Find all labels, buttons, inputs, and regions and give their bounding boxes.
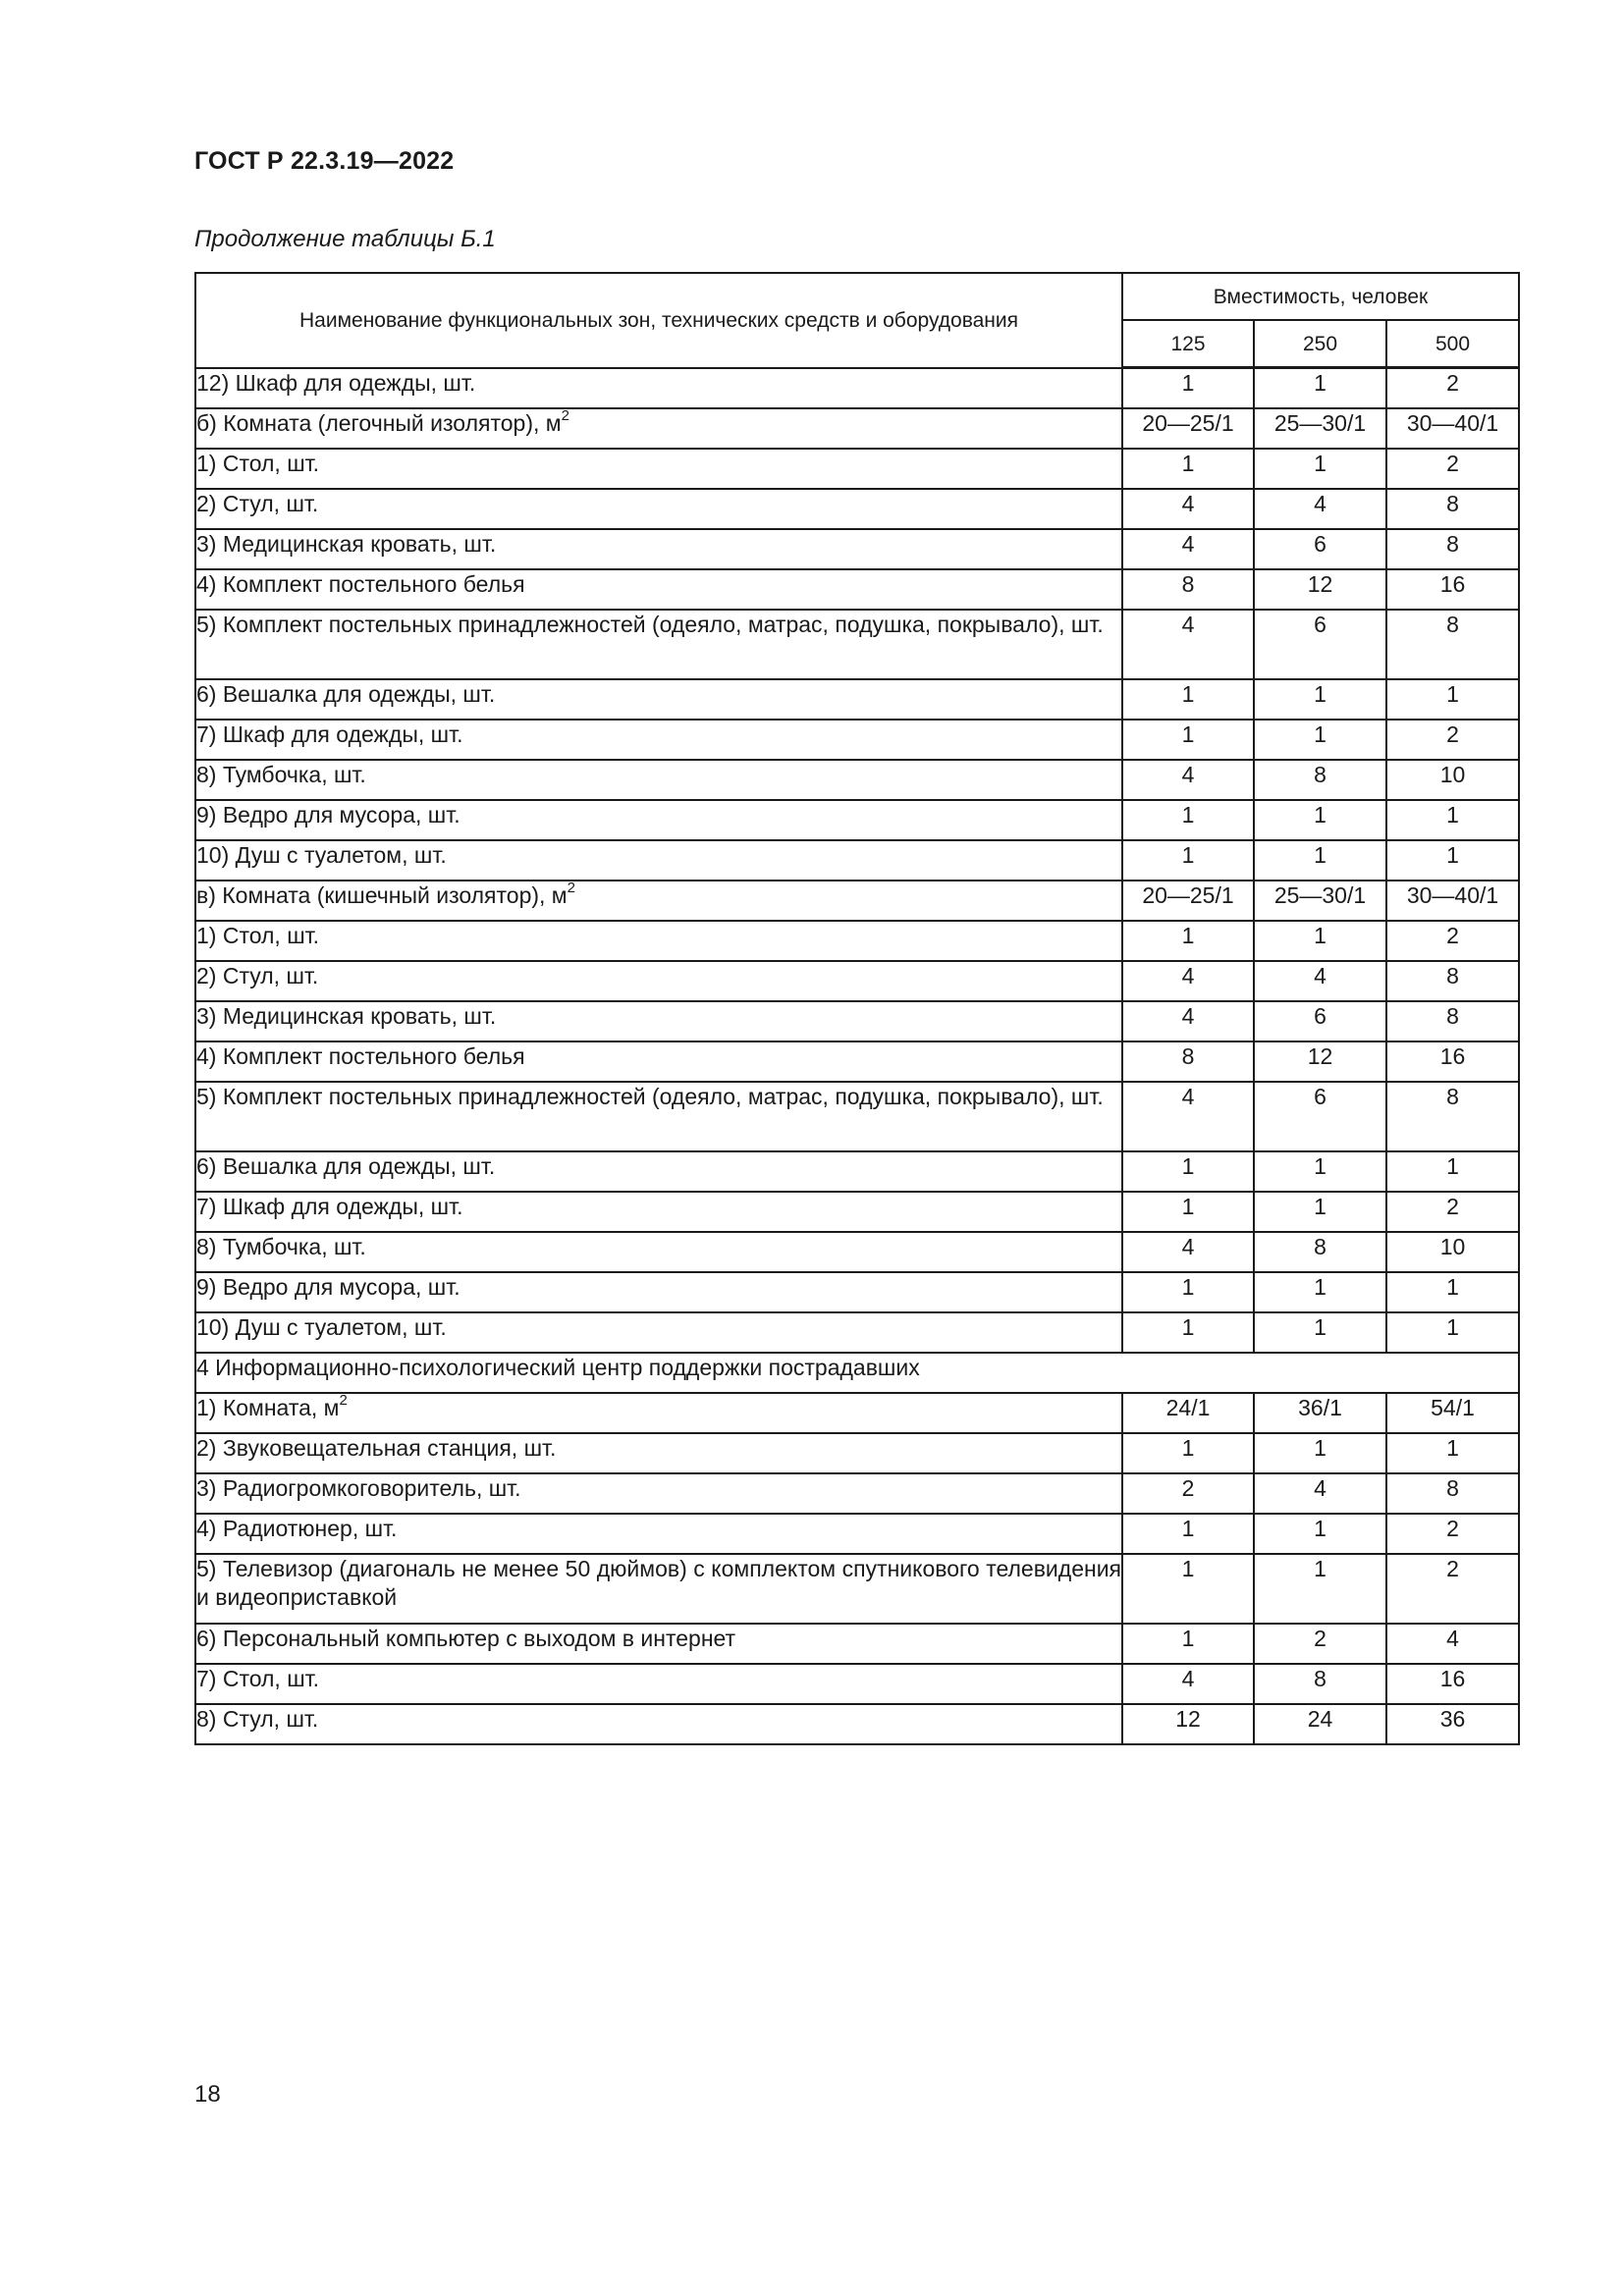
value-125: 1 [1122,840,1254,881]
value-125: 1 [1122,368,1254,409]
item-name-cell [195,1664,1122,1704]
item-name-cell [195,1151,1122,1192]
table-row [195,408,1519,449]
item-name-cell [195,489,1122,529]
item-name-cell [195,1624,1122,1664]
item-name: 8) Тумбочка, шт. [196,762,366,787]
item-name: 1) Стол, шт. [196,923,320,948]
value-125: 1 [1122,1514,1254,1554]
value-125: 1 [1122,1624,1254,1664]
value-500: 2 [1386,1554,1519,1624]
item-name-cell [195,1312,1122,1353]
item-name: 7) Шкаф для одежды, шт. [196,1194,463,1219]
value-125: 1 [1122,1272,1254,1312]
value-250: 25—30/1 [1254,408,1386,449]
table-row [195,1704,1519,1744]
item-name: 2) Стул, шт. [196,491,319,516]
value-500: 30—40/1 [1386,408,1519,449]
value-125: 12 [1122,1704,1254,1744]
value-125: 1 [1122,1151,1254,1192]
item-name-cell [195,569,1122,610]
value-250: 6 [1254,1001,1386,1041]
capacity-125-header: 125 [1122,320,1254,368]
table-row [195,1393,1519,1433]
item-name-cell [195,1554,1122,1624]
value-500: 8 [1386,961,1519,1001]
value-250: 2 [1254,1624,1386,1664]
value-250: 1 [1254,720,1386,760]
table-row [195,1041,1519,1082]
item-name: 5) Комплект постельных принадлежностей (одеяло, матрас, подушка, покрывало), шт. [196,1084,1104,1109]
item-name-cell [195,760,1122,800]
value-125: 1 [1122,720,1254,760]
item-name-cell [195,1232,1122,1272]
value-250: 1 [1254,1192,1386,1232]
value-250: 8 [1254,1664,1386,1704]
item-name: 1) Комната, м [196,1395,340,1420]
value-500: 8 [1386,1082,1519,1151]
page-number: 18 [194,2081,221,2108]
item-name-cell [195,840,1122,881]
item-name: 4) Комплект постельного белья [196,571,525,597]
table-row [195,1151,1519,1192]
value-500: 2 [1386,1514,1519,1554]
value-500: 2 [1386,368,1519,409]
value-125: 1 [1122,800,1254,840]
table-row [195,800,1519,840]
value-250: 1 [1254,1514,1386,1554]
table-row [195,610,1519,679]
value-250: 12 [1254,569,1386,610]
item-name: в) Комната (кишечный изолятор), м [196,882,568,908]
value-125: 2 [1122,1473,1254,1514]
item-name: 3) Медицинская кровать, шт. [196,531,497,557]
item-name-cell [195,529,1122,569]
value-500: 36 [1386,1704,1519,1744]
table-row [195,1192,1519,1232]
item-name-cell [195,1272,1122,1312]
item-name: 10) Душ с туалетом, шт. [196,1314,447,1340]
item-name-cell [195,1192,1122,1232]
item-name-cell [195,720,1122,760]
value-500: 8 [1386,529,1519,569]
table-row [195,921,1519,961]
table-row [195,529,1519,569]
value-500: 10 [1386,1232,1519,1272]
item-name: 9) Ведро для мусора, шт. [196,1274,460,1300]
value-500: 1 [1386,1312,1519,1353]
value-250: 1 [1254,449,1386,489]
item-name-cell [195,1433,1122,1473]
value-500: 8 [1386,1473,1519,1514]
value-125: 4 [1122,529,1254,569]
section-title: 4 Информационно-психологический центр поддержки пострадавших [195,1353,1519,1393]
value-250: 1 [1254,840,1386,881]
item-name: 4) Комплект постельного белья [196,1043,525,1069]
item-name: 12) Шкаф для одежды, шт. [196,369,476,396]
value-125: 8 [1122,1041,1254,1082]
value-250: 1 [1254,1151,1386,1192]
value-250: 1 [1254,679,1386,720]
value-500: 8 [1386,489,1519,529]
item-name-cell [195,449,1122,489]
item-name: 3) Медицинская кровать, шт. [196,1003,497,1029]
value-250: 1 [1254,1272,1386,1312]
value-250: 6 [1254,610,1386,679]
item-name: 6) Персональный компьютер с выходом в интернет [196,1626,736,1651]
value-500: 30—40/1 [1386,881,1519,921]
equipment-table [194,272,1520,1745]
table-row [195,489,1519,529]
table-row [195,679,1519,720]
document-code: ГОСТ Р 22.3.19—2022 [194,147,455,175]
item-name: 2) Стул, шт. [196,963,319,988]
value-500: 10 [1386,760,1519,800]
value-500: 8 [1386,610,1519,679]
item-name-cell [195,610,1122,679]
item-name: 6) Вешалка для одежды, шт. [196,681,496,707]
value-125: 8 [1122,569,1254,610]
item-name: 8) Стул, шт. [196,1706,319,1732]
unit-superscript: 2 [567,880,575,897]
value-500: 1 [1386,1151,1519,1192]
table-body [195,368,1519,1745]
table-row [195,569,1519,610]
item-name-cell [195,1041,1122,1082]
item-name-cell [195,961,1122,1001]
value-125: 4 [1122,1664,1254,1704]
value-250: 8 [1254,760,1386,800]
table-row [195,1473,1519,1514]
value-500: 1 [1386,800,1519,840]
item-name-cell [195,881,1122,921]
item-name: 7) Шкаф для одежды, шт. [196,721,463,747]
table-row [195,368,1519,409]
table-row [195,1664,1519,1704]
value-250: 1 [1254,1433,1386,1473]
item-name-cell [195,368,1122,409]
value-125: 1 [1122,1554,1254,1624]
table-row [195,1433,1519,1473]
value-250: 6 [1254,1082,1386,1151]
value-500: 16 [1386,569,1519,610]
item-name: 3) Радиогромкоговоритель, шт. [196,1475,521,1501]
table-header [195,273,1519,368]
value-125: 24/1 [1122,1393,1254,1433]
value-125: 1 [1122,1433,1254,1473]
value-500: 8 [1386,1001,1519,1041]
value-125: 4 [1122,1001,1254,1041]
value-500: 1 [1386,1433,1519,1473]
item-name: 5) Телевизор (диагональ не менее 50 дюймов) с комплектом спутникового телевидения и видеоприставкой [196,1556,1121,1610]
table-row [195,881,1519,921]
value-250: 1 [1254,368,1386,409]
item-name-cell [195,1704,1122,1744]
value-500: 4 [1386,1624,1519,1664]
item-name: 5) Комплект постельных принадлежностей (одеяло, матрас, подушка, покрывало), шт. [196,612,1104,637]
capacity-250-header: 250 [1254,320,1386,368]
value-250: 25—30/1 [1254,881,1386,921]
table-caption: Продолжение таблицы Б.1 [194,226,496,252]
value-125: 1 [1122,1312,1254,1353]
item-name-cell [195,800,1122,840]
value-125: 4 [1122,1082,1254,1151]
table-row [195,1232,1519,1272]
value-250: 4 [1254,489,1386,529]
table-row [195,1082,1519,1151]
table-row [195,1554,1519,1624]
item-name-cell [195,1514,1122,1554]
value-500: 2 [1386,720,1519,760]
table-row [195,720,1519,760]
value-500: 16 [1386,1664,1519,1704]
value-250: 4 [1254,961,1386,1001]
table-row [195,1514,1519,1554]
column-header-capacity: Вместимость, человек [1122,273,1519,320]
value-250: 12 [1254,1041,1386,1082]
item-name: 4) Радиотюнер, шт. [196,1516,398,1541]
value-125: 4 [1122,961,1254,1001]
value-125: 4 [1122,760,1254,800]
value-250: 4 [1254,1473,1386,1514]
table-row [195,1272,1519,1312]
item-name-cell [195,1393,1122,1433]
value-250: 1 [1254,800,1386,840]
item-name: 9) Ведро для мусора, шт. [196,802,460,828]
item-name-cell [195,1082,1122,1151]
item-name-cell [195,1001,1122,1041]
value-125: 1 [1122,1192,1254,1232]
unit-superscript: 2 [561,407,569,425]
value-125: 20—25/1 [1122,408,1254,449]
value-500: 1 [1386,1272,1519,1312]
table-row [195,449,1519,489]
table-row [195,840,1519,881]
item-name-cell [195,1473,1122,1514]
value-500: 2 [1386,921,1519,961]
item-name-cell [195,679,1122,720]
item-name: 10) Душ с туалетом, шт. [196,842,447,868]
value-250: 1 [1254,1312,1386,1353]
value-500: 16 [1386,1041,1519,1082]
item-name: 2) Звуковещательная станция, шт. [196,1435,557,1461]
value-125: 4 [1122,1232,1254,1272]
capacity-500-header: 500 [1386,320,1519,368]
value-250: 24 [1254,1704,1386,1744]
table-row [195,1624,1519,1664]
table-row [195,1312,1519,1353]
value-125: 1 [1122,921,1254,961]
value-250: 36/1 [1254,1393,1386,1433]
value-250: 1 [1254,921,1386,961]
item-name-cell [195,408,1122,449]
item-name: 1) Стол, шт. [196,451,320,476]
table-row [195,760,1519,800]
value-250: 8 [1254,1232,1386,1272]
value-125: 4 [1122,610,1254,679]
value-125: 1 [1122,449,1254,489]
item-name-cell [195,921,1122,961]
item-name: б) Комната (легочный изолятор), м [196,410,562,436]
value-125: 4 [1122,489,1254,529]
table-row [195,961,1519,1001]
value-500: 2 [1386,1192,1519,1232]
value-500: 54/1 [1386,1393,1519,1433]
item-name: 7) Стол, шт. [196,1666,320,1691]
value-250: 6 [1254,529,1386,569]
value-125: 1 [1122,679,1254,720]
value-500: 1 [1386,840,1519,881]
section-row [195,1353,1519,1393]
column-header-name: Наименование функциональных зон, технических средств и оборудования [195,273,1122,368]
item-name: 6) Вешалка для одежды, шт. [196,1153,496,1179]
unit-superscript: 2 [339,1392,348,1410]
item-name: 8) Тумбочка, шт. [196,1234,366,1259]
value-125: 20—25/1 [1122,881,1254,921]
value-500: 1 [1386,679,1519,720]
table-row [195,1001,1519,1041]
value-250: 1 [1254,1554,1386,1624]
value-500: 2 [1386,449,1519,489]
